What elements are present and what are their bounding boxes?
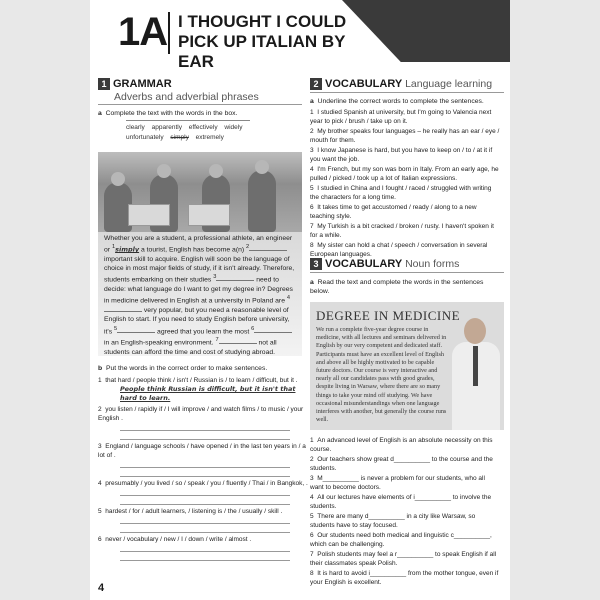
example-answer: simply [115,245,140,254]
text-segment: Whether you are a student, a professional athlete, an engineer or [104,235,293,254]
list-item [98,479,308,505]
grammar-exercise-b-instruction [98,364,302,373]
list-item [310,241,500,259]
instruction-text: Complete the text with the words in the box. [105,110,238,117]
word-box-item-used: simply [170,134,189,141]
instruction-text: Put the words in the correct order to make sentences. [105,365,268,372]
item-number: 7 [310,223,314,230]
gap-blank[interactable] [249,244,287,251]
instruction-text: Read the text and complete the words in the sentences below. [310,279,484,296]
item-number: 4 [310,494,314,501]
text-segment: important skill to acquire. English will soon be the language of choice in most major fields of study, if it isn't already. Therefore, students embarking on their studies [104,255,295,284]
grammar-subtitle: Adverbs and adverbial phrases [114,91,259,103]
list-item [98,376,308,403]
gap-blank[interactable] [117,326,155,333]
item-text: It is hard to avoid i__________ from the mother tongue, even if your English is excellent. [310,570,499,586]
degree-advert-box [310,302,504,430]
divider [98,104,302,105]
list-item [310,165,500,183]
item-text: presumably / you lived / so / speak / you / fluently / Thai / in Bangkok, . [105,480,308,487]
list-item [310,436,500,454]
divider [310,272,504,273]
item-text: I know Japanese is hard, but you have to keep on / to / at it if you want the job. [310,147,493,163]
students-photo [98,152,302,232]
gap-blank[interactable] [254,326,292,333]
grammar-exercise-a-instruction [98,109,302,118]
list-item [310,184,500,202]
item-text: Polish students may feel a r__________ to speak English if all their classmates speak Polish. [310,551,497,567]
unit-title-line2: PICK UP ITALIAN BY EAR [178,32,346,71]
unit-code: 1A [118,10,168,54]
word-box-item: effectively [188,124,218,131]
item-text: hardest / for / adult learners, / listening is / the / usually / skill . [105,508,283,515]
answer-line[interactable] [120,423,290,431]
unit-title [178,12,378,72]
professor-photo [450,310,502,430]
list-item [98,405,308,440]
item-text: you listen / rapidly if / I will improve / and watch films / to music / your English . [98,406,304,422]
answer-line[interactable] [120,544,290,552]
section-title: VOCABULARY [325,258,403,270]
item-text: Our students need both medical and linguistic c__________, which can be challenging. [310,532,492,548]
list-item [98,442,308,477]
list-item [310,493,500,511]
nounforms-sentences-list [310,436,500,588]
item-text: England / language schools / have opened / in the last ten years in / a lot of . [98,443,306,459]
answer-line[interactable] [120,460,290,468]
item-text: My brother speaks four languages – he really has an ear / eye / mouth for them. [310,128,500,144]
item-number: 6 [98,536,102,543]
exercise-label: a [310,98,314,105]
item-text: that hard / people think / isn't / Russian is / to learn / difficult, but it . [105,377,298,384]
nounforms-section-heading [310,258,459,270]
section-title: VOCABULARY [325,78,403,90]
advert-text: We run a complete five-year degree course in medicine, with all lectures and seminars delivered in English by our very competent and dedicated staff. Participants must have an excellent level of English and above all be highly motivated to be capable future doctors. Our course is very interactive and nearly all our candidates pass with good grades, despite living in Warsaw, where there are so many things to take your mind off studying. We have occasional misunderstandings when one language interferes with another, but generally the course runs well. [316,326,447,424]
list-item [310,203,500,221]
header-divider [168,12,170,54]
text-segment: agreed that you learn the most [157,327,250,335]
answer-line[interactable] [120,432,290,440]
instruction-text: Underline the correct words to complete the sentences. [317,98,484,105]
list-item [98,507,308,533]
item-number: 2 [98,406,102,413]
list-item [310,146,500,164]
text-segment: in an English-speaking environment. [104,339,214,347]
word-box-item: widely [224,124,243,131]
section-title: GRAMMAR [113,78,172,90]
item-text: I'm French, but my son was born in Italy. From an early age, he pulled / picked / took up a lot of Italian expressions. [310,166,499,182]
word-box-item: unfortunately [126,134,164,141]
word-box-item: apparently [151,124,182,131]
answer-line[interactable] [120,488,290,496]
page-number: 4 [98,582,105,594]
answer-line[interactable] [120,497,290,505]
item-number: 1 [310,437,314,444]
list-item [310,222,500,240]
gap-blank[interactable] [104,305,142,312]
word-box [126,120,250,154]
item-text: There are many d__________ in a city like Warsaw, so students have to stay focused. [310,513,476,529]
item-number: 3 [98,443,102,450]
text-segment: very popular, but you need a reasonable level of English to start. If you need to study English before university, it's [104,307,290,335]
answer-line[interactable] [120,553,290,561]
item-text: It takes time to get accustomed / ready / along to a new teaching style. [310,204,477,220]
answer-line[interactable] [120,516,290,524]
word-box-item: extremely [195,134,224,141]
text-segment: not all students can afford the time and cost of studying abroad. [104,339,277,356]
list-item [310,455,500,473]
item-text: never / vocabulary / new / I / down / write / almost . [105,536,252,543]
item-text: I studied Spanish at university, but I'm going to Valencia next year to pick / brush / take up on it. [310,109,492,125]
grammar-gapfill-text: Whether you are a student, a professional athlete, an engineer or $^1$simply a tourist, English has become a(n) $^2$ important skill to acquire. English will soon be the language of choice in most major fields of study, if it isn't already. Therefore, students embarking on their studies $^3$ need to decide: what language do I want to get my degree in? Degrees in medicine delivered in English at a university in Poland are $^4$ very popular, but you need a reasonable level of English to start. If you need to study English before university, it's $^5$ agreed that you learn the most $^6$ in an English-speaking environment. $^7$ not all students can afford the time and cost of studying abroad. [98,232,302,356]
example-answer: People think Russian is difficult, but it isn't that hard to learn. [120,385,296,402]
item-number: 6 [310,532,314,539]
vocabulary-exercise-a-instruction [310,97,504,106]
item-number: 7 [310,551,314,558]
advert-title: DEGREE IN MEDICINE [316,308,461,323]
item-number: 4 [310,166,314,173]
list-item [98,535,308,561]
item-number: 1 [98,377,102,384]
answer-line[interactable] [120,525,290,533]
item-number: 8 [310,570,314,577]
item-text: My sister can hold a chat / speech / conversation in several European languages. [310,242,488,258]
item-text: Our teachers show great d__________ to the course and the students. [310,456,493,472]
exercise-label: a [310,279,314,286]
nounforms-exercise-a-instruction [310,278,504,296]
item-number: 2 [310,456,314,463]
section-subtitle: Language learning [405,78,493,90]
list-item [310,474,500,492]
item-number: 5 [310,185,314,192]
section-number: 1 [98,78,110,90]
item-text: I studied in China and I fought / raced / struggled with writing the characters for a long time. [310,185,492,201]
list-item [310,127,500,145]
vocabulary-sentences-list [310,108,500,260]
item-text: M__________ is never a problem for our students, who all want to become doctors. [310,475,485,491]
list-item [310,569,500,587]
list-item [310,531,500,549]
workbook-page [90,0,510,600]
section-subtitle: Noun forms [405,258,460,270]
exercise-label: a [98,110,102,117]
list-item [310,512,500,530]
text-segment: need to decide: what language do I want to get my degree in? Degrees in medicine delivered in English at a university in Poland are [104,276,293,305]
item-text: My Turkish is a bit cracked / broken / rusty. I haven't spoken it for a while. [310,223,494,239]
item-number: 5 [310,513,314,520]
vocabulary-section-heading [310,78,492,90]
section-number: 3 [310,258,322,270]
item-number: 3 [310,475,314,482]
item-number: 6 [310,204,314,211]
item-text: All our lectures have elements of i__________ to involve the students. [310,494,492,510]
item-number: 4 [98,480,102,487]
item-number: 5 [98,508,102,515]
gap-blank[interactable] [216,274,254,281]
item-number: 3 [310,147,314,154]
unit-title-line1: I THOUGHT I COULD [178,12,347,31]
item-text: An advanced level of English is an absolute necessity on this course. [310,437,493,453]
grammar-section-heading [98,78,172,90]
divider [310,92,504,93]
section-number: 2 [310,78,322,90]
item-number: 2 [310,128,314,135]
item-number: 8 [310,242,314,249]
list-item [310,108,500,126]
reorder-sentences-list [98,376,308,563]
list-item [310,550,500,568]
word-box-item: clearly [126,124,145,131]
gap-blank[interactable] [219,337,257,344]
answer-line[interactable] [120,469,290,477]
item-number: 1 [310,109,314,116]
text-segment: a tourist, English has become a(n) [140,246,245,254]
exercise-label: b [98,365,103,372]
